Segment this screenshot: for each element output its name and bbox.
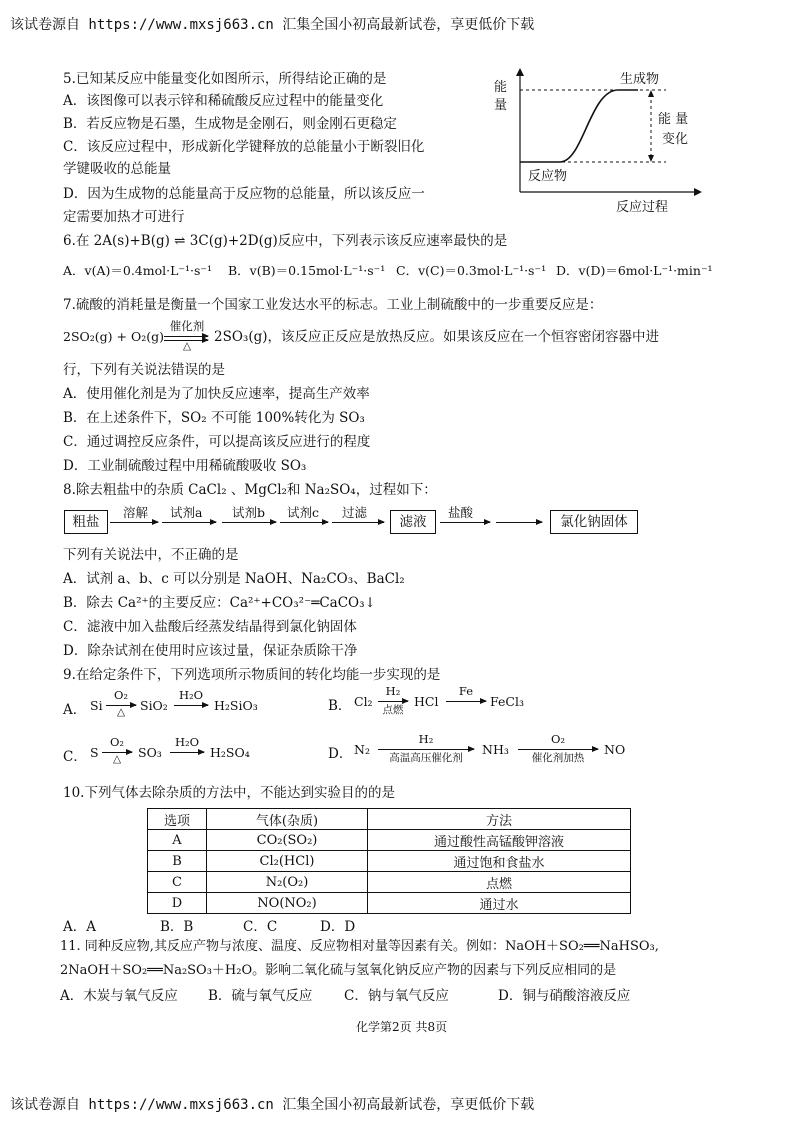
flow-label-dissolve: 溶解 [123,505,149,520]
flow-box-filtrate: 滤液 [390,510,436,534]
q6-stem: 6.在 2A(s)+B(g) ⇌ 3C(g)+2D(g)反应中，下列表示该反应速率最快的是 [63,233,508,249]
q9-a-label: A． [63,702,87,718]
q10-cell: A [148,830,207,851]
q10-table-header-row [148,809,631,830]
q10-choice-b: B．B [160,919,194,935]
q9-stem: 9.在给定条件下，下列选项所示物质间的转化均能一步实现的是 [63,667,441,683]
q9-a-species-1: Si [90,698,103,713]
flow-label-reagent-a: 试剂a [170,505,203,520]
energy-delta-label-1: 能 量 [658,112,689,127]
q10-header-method: 方法 [368,809,631,830]
q9-d-species-2: NH₃ [482,742,509,757]
q9-a-cond-2-top: H₂O [178,688,204,702]
product-label: 生成物 [620,72,660,87]
q7-option-a: A．使用催化剂是为了加快反应速率，提高生产效率 [63,386,370,402]
flow-label-filter: 过滤 [342,505,368,520]
q11-option-c: C．钠与氧气反应 [344,988,449,1004]
q9-d-species-3: NO [604,742,626,757]
flow-arrow-2 [162,522,216,523]
q9-a-arrow-2 [174,705,208,706]
q9-c-arrow-2 [170,752,204,753]
energy-curve [520,90,638,162]
q9-d-cond-1-top: H₂ [418,732,434,746]
table-row [148,830,631,851]
q7-condition-bottom: △ [182,340,192,352]
q10-cell: C [148,872,207,893]
q10-cell: D [148,893,207,914]
q10-cell: N₂(O₂) [207,872,368,893]
flow-arrow-4 [280,522,328,523]
q5-option-a: A．该图像可以表示锌和稀硫酸反应过程中的能量变化 [63,93,384,109]
flow-box-crude-salt: 粗盐 [64,510,108,534]
q9-b-species-1: Cl₂ [354,694,373,709]
energy-xlabel: 反应过程 [616,200,669,215]
q11-option-a: A．木炭与氧气反应 [60,988,178,1004]
q9-a-cond-1-top: O₂ [113,688,129,702]
q5-option-b: B．若反应物是石墨，生成物是金刚石，则金刚石更稳定 [63,116,397,132]
q7-condition-top: 催化剂 [169,319,205,333]
q10-cell: B [148,851,207,872]
q8-stem: 8.除去粗盐中的杂质 CaCl₂ 、MgCl₂和 Na₂SO₄，过程如下： [63,482,437,498]
q10-cell: 点燃 [368,872,631,893]
q10-header-gas: 气体(杂质) [207,809,368,830]
q9-b-arrow-2 [446,701,486,702]
q7-equation-right: 2SO₃(g)，该反应正反应是放热反应。如果该反应在一个恒容密闭容器中进 [214,329,659,345]
q8-option-d: D．除杂试剂在使用时应该过量，保证杂质除干净 [63,643,358,659]
q6-option-c: C．v(C)＝0.3mol·L⁻¹·s⁻¹ [396,263,547,278]
q10-stem: 10.下列气体去除杂质的方法中，不能达到实验目的的是 [63,785,395,801]
page-footer: 化学第2页 共8页 [356,1020,448,1034]
q6-option-b: B．v(B)＝0.15mol·L⁻¹·s⁻¹ [228,263,386,278]
q11-option-d: D．铜与硝酸溶液反应 [498,988,631,1004]
source-banner-bottom: 该试卷源自 https://www.mxsj663.cn 汇集全国小初高最新试卷，享更低价下载 [10,1097,535,1113]
q6-option-d: D．v(D)＝6mol·L⁻¹·min⁻¹ [556,263,713,278]
q9-d-cond-2-bottom: 催化剂加热 [531,752,585,764]
q9-d-cond-2-top: O₂ [550,732,566,746]
q9-a-cond-1-bottom: △ [116,706,126,718]
q10-choice-a: A．A [63,919,96,935]
q9-b-label: B． [328,698,352,714]
q11-line1: 11. 同种反应物,其反应产物与浓度、温度、反应物相对量等因素有关。例如：NaOH＋SO₂══NaHSO₃, [60,939,659,954]
q10-choice-d: D．D [320,919,356,935]
q9-b-species-2: HCl [414,694,439,709]
q9-c-species-2: SO₃ [138,745,162,760]
q8-option-c: C．滤液中加入盐酸后经蒸发结晶得到氯化钠固体 [63,619,357,635]
q7-line3: 行，下列有关说法错误的是 [63,362,225,378]
q9-c-label: C． [63,749,87,765]
q9-b-cond-1-bottom: 点燃 [382,704,404,716]
energy-ylabel-2: 量 [494,98,508,113]
q6-option-a: A．v(A)＝0.4mol·L⁻¹·s⁻¹ [63,263,213,278]
q9-c-cond-1-bottom: △ [112,753,122,765]
q10-cell: NO(NO₂) [207,893,368,914]
source-banner-top: 该试卷源自 https://www.mxsj663.cn 汇集全国小初高最新试卷，享更低价下载 [10,17,535,33]
q10-header-option: 选项 [148,809,207,830]
q9-a-species-2: SiO₂ [140,698,168,713]
q9-c-species-3: H₂SO₄ [210,745,250,760]
q10-cell: 通过酸性高锰酸钾溶液 [368,830,631,851]
energy-delta-label-2: 变化 [662,132,689,147]
q8-option-a: A．试剂 a、b、c 可以分别是 NaOH、Na₂CO₃、BaCl₂ [63,571,405,587]
q10-table [147,808,631,914]
q8-option-b: B．除去 Ca²⁺的主要反应：Ca²⁺+CO₃²⁻═CaCO₃↓ [63,595,376,611]
q9-d-species-1: N₂ [354,742,370,757]
q5-stem: 5.已知某反应中能量变化如图所示，所得结论正确的是 [63,71,387,87]
q9-c-cond-1-top: O₂ [109,735,125,749]
q11-option-b: B．硫与氧气反应 [208,988,313,1004]
q9-d-label: D． [328,746,353,762]
q7-stem: 7.硫酸的消耗量是衡量一个国家工业发达水平的标志。工业上制硫酸中的一步重要反应是： [63,297,603,313]
flow-label-reagent-b: 试剂b [232,505,266,520]
q7-option-c: C．通过调控反应条件，可以提高该反应进行的程度 [63,434,371,450]
q9-a-species-3: H₂SiO₃ [214,698,258,713]
q7-option-d: D．工业制硫酸过程中用稀硫酸吸收 SO₃ [63,458,307,474]
q11-line2: 2NaOH＋SO₂══Na₂SO₃＋H₂O。影响二氧化硫与氢氧化钠反应产物的因素与下列反应相同的是 [60,963,617,978]
q9-c-cond-2-top: H₂O [174,735,200,749]
q7-option-b: B．在上述条件下，SO₂ 不可能 100%转化为 SO₃ [63,410,365,426]
flow-arrow-3 [222,522,276,523]
flow-arrow-7 [496,522,542,523]
q9-b-cond-1-top: H₂ [385,684,401,698]
table-row [148,893,631,914]
energy-ylabel-1: 能 [494,80,508,95]
flow-label-hcl: 盐酸 [448,505,474,520]
table-row [148,851,631,872]
q9-d-cond-1-bottom: 高温高压催化剂 [389,752,463,764]
q7-equation-left: 2SO₂(g) + O₂(g) [63,329,164,344]
q10-cell: 通过饱和食盐水 [368,851,631,872]
q5-option-d-line1: D．因为生成物的总能量高于反应物的总能量，所以该反应一 [63,186,425,202]
table-row [148,872,631,893]
q10-cell: CO₂(SO₂) [207,830,368,851]
q5-option-c-line2: 学键吸收的总能量 [63,161,171,177]
flow-arrow-5 [332,522,384,523]
q10-cell: Cl₂(HCl) [207,851,368,872]
reactant-label: 反应物 [528,169,568,184]
q10-cell: 通过水 [368,893,631,914]
q8-prompt: 下列有关说法中，不正确的是 [63,547,239,563]
q5-option-c-line1: C．该反应过程中，形成新化学键释放的总能量小于断裂旧化 [63,139,425,155]
flow-box-nacl-solid: 氯化钠固体 [550,510,638,534]
flow-arrow-1 [110,522,158,523]
q9-b-species-3: FeCl₃ [490,694,524,709]
q9-b-cond-2-top: Fe [458,684,474,698]
flow-arrow-6 [440,522,490,523]
q10-choice-c: C．C [243,919,278,935]
q9-c-species-1: S [90,745,99,760]
q5-option-d-line2: 定需要加热才可进行 [63,209,185,225]
flow-label-reagent-c: 试剂c [287,505,320,520]
